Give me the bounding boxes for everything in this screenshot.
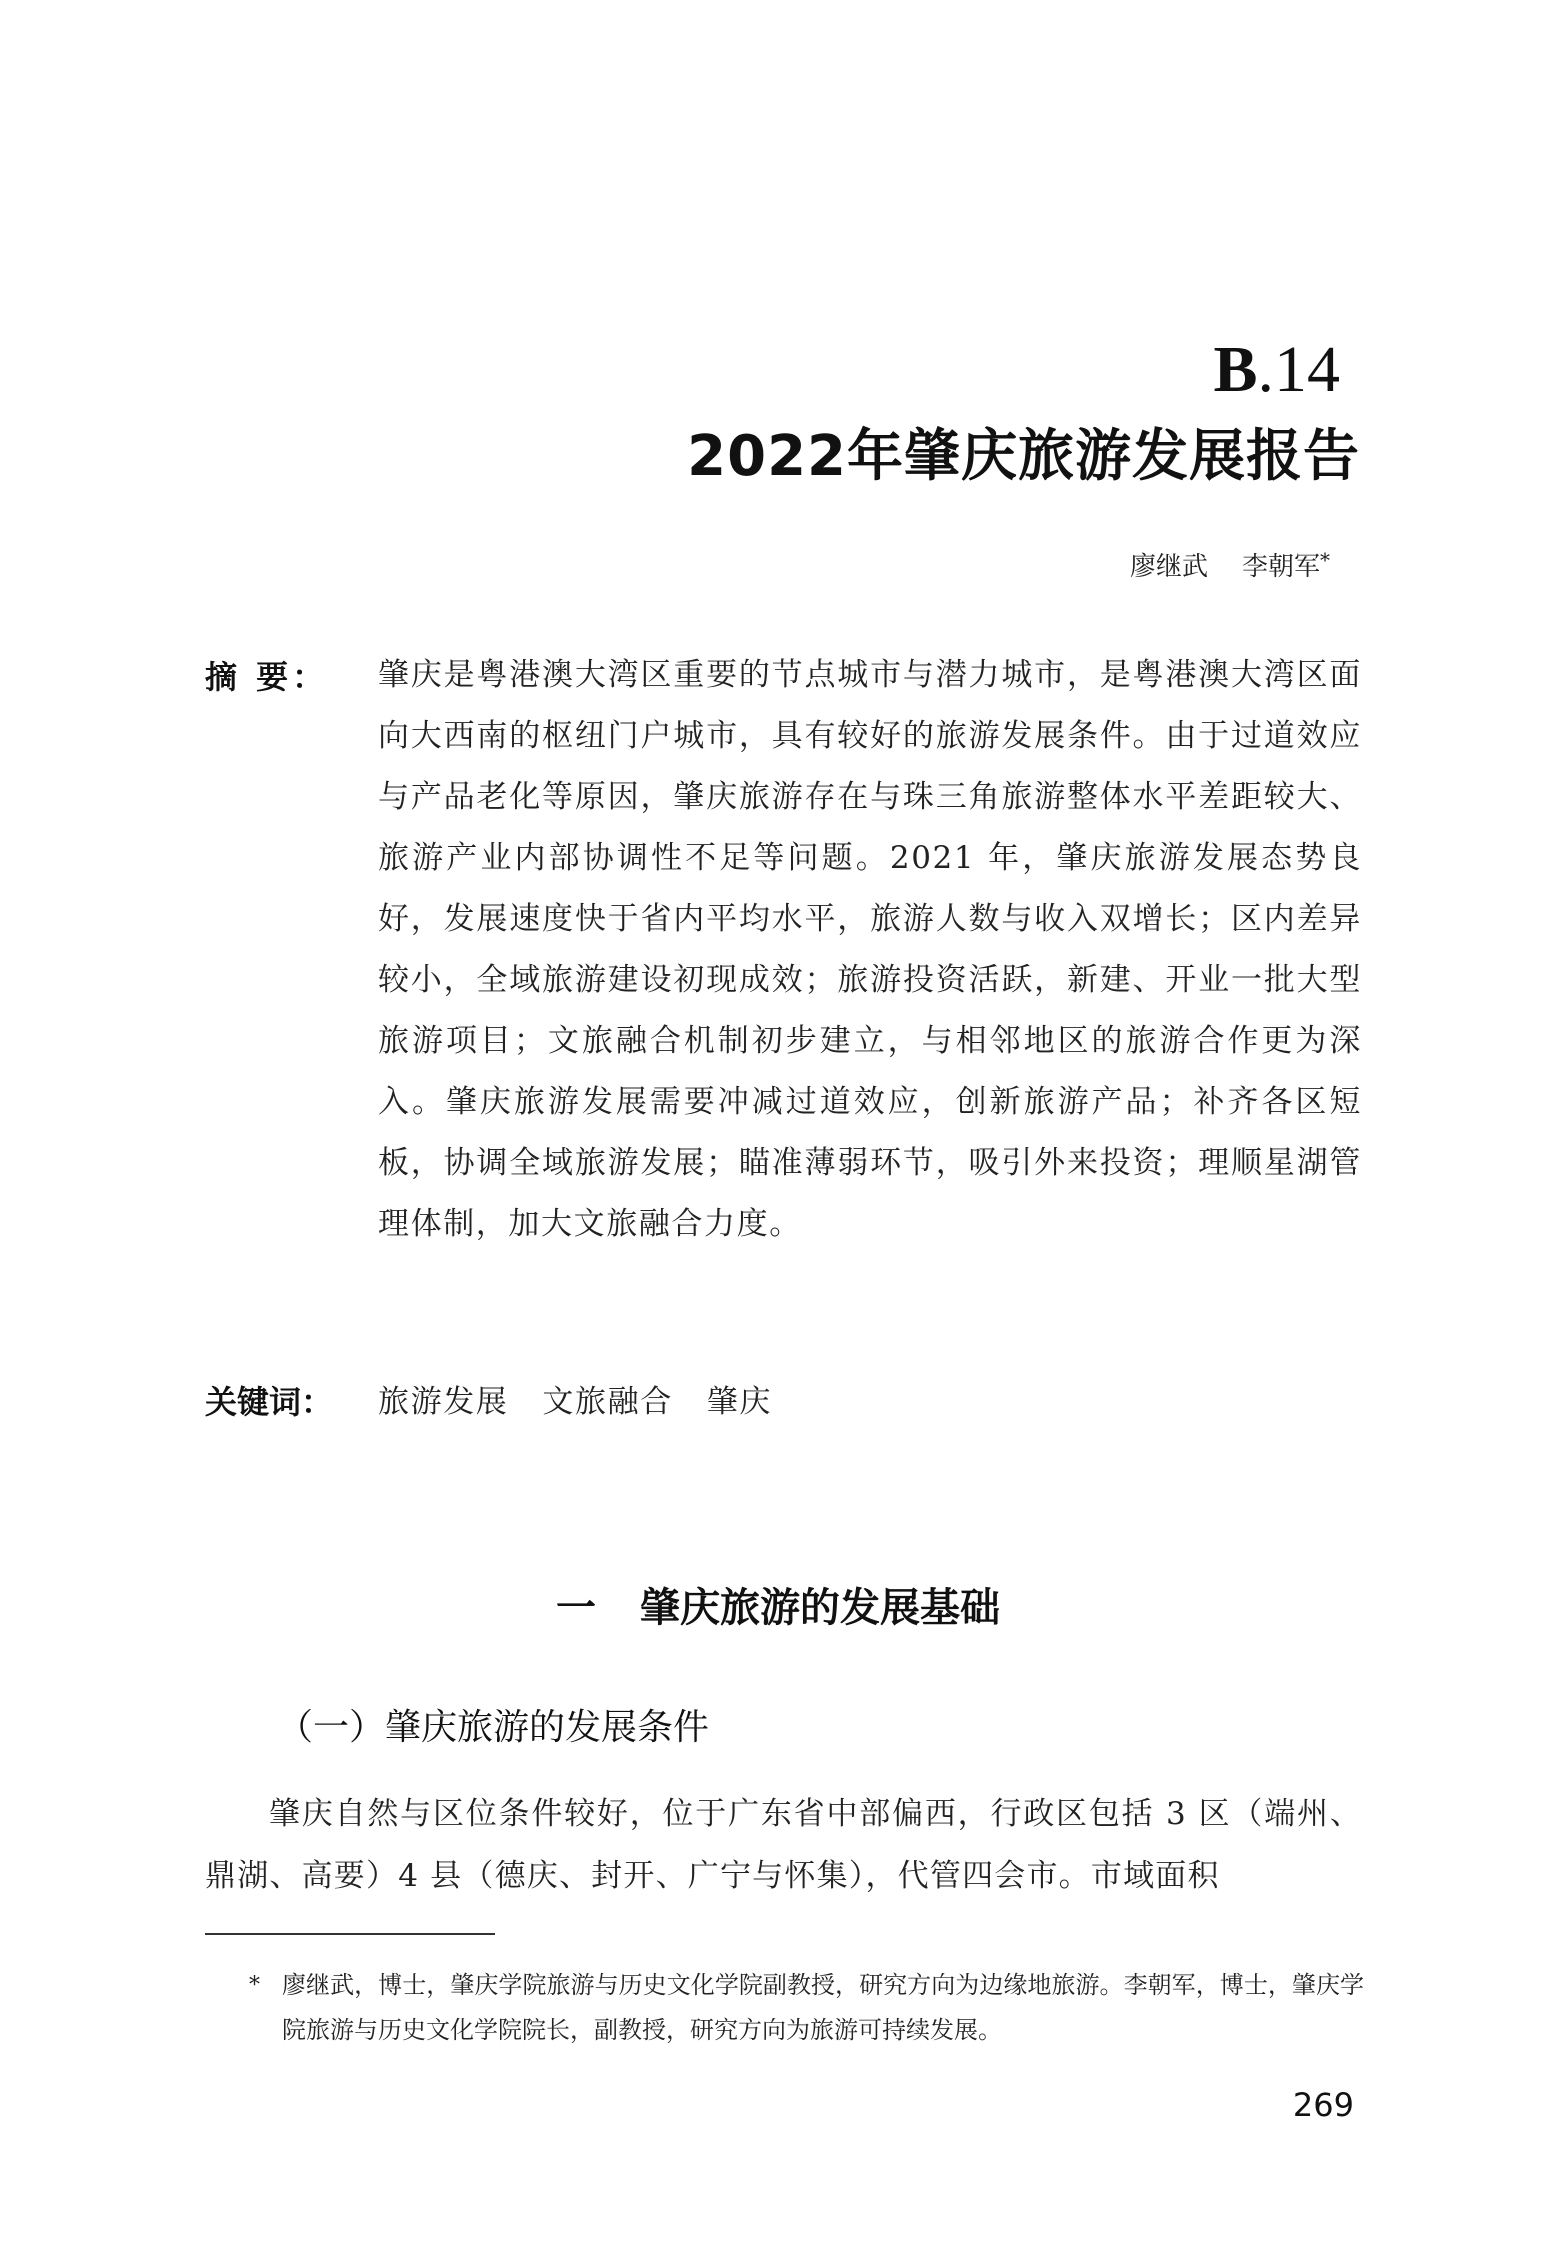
abstract-text: 肇庆是粤港澳大湾区重要的节点城市与潜力城市，是粤港澳大湾区面向大西南的枢纽门户城市，具有较好的旅游发展条件。由于过道效应与产品老化等原因，肇庆旅游存在与珠三角旅游整体水平差距较大、旅游产业内部协调性不足等问题。2021 年，肇庆旅游发展态势良好，发展速度快于省内平均水平，旅游人数与收入双增长；区内差异较小，全域旅游建设初现成效；旅游投资活跃，新建、开业一批大型旅游项目；文旅融合机制初步建立，与相邻地区的旅游合作更为深入。肇庆旅游发展需要冲减过道效应，创新旅游产品；补齐各区短板，协调全域旅游发展；瞄准薄弱环节，吸引外来投资；理顺星湖管理体制，加大文旅融合力度。	[378, 657, 1362, 1242]
author-name: 李朝军	[1241, 552, 1320, 582]
page-number: 269	[1292, 2086, 1354, 2124]
report-title: 2022年肇庆旅游发展报告	[687, 424, 1360, 489]
section-number: 一	[556, 1585, 596, 1631]
body-paragraph: 肇庆自然与区位条件较好，位于广东省中部偏西，行政区包括 3 区（端州、鼎湖、高要）4 县（德庆、封开、广宁与怀集），代管四会市。市域面积	[205, 1796, 1362, 1894]
footnote-reference[interactable]: *	[1320, 548, 1330, 572]
section-heading	[0, 1580, 1556, 1636]
keywords-label: 关键词：	[205, 1383, 334, 1421]
author-name: 廖继武	[1129, 552, 1208, 582]
keyword-item: 肇庆	[706, 1384, 773, 1420]
author-line	[1130, 540, 1330, 587]
chapter-letter: B	[1213, 333, 1258, 406]
subsection-heading: （一）肇庆旅游的发展条件	[277, 1707, 710, 1748]
keywords-list	[378, 1378, 806, 1426]
section-title: 肇庆旅游的发展基础	[640, 1585, 1000, 1631]
footnote	[249, 1963, 1364, 2053]
keyword-item: 文旅融合	[542, 1384, 673, 1420]
abstract-label: 摘 要：	[205, 658, 329, 696]
footnote-divider	[205, 1933, 495, 1935]
footnote-mark: *	[249, 1973, 260, 1998]
keyword-item: 旅游发展	[378, 1384, 509, 1420]
chapter-digits: .14	[1257, 333, 1340, 406]
footnote-text: 廖继武，博士，肇庆学院旅游与历史文化学院副教授，研究方向为边缘地旅游。李朝军，博士，肇庆学院旅游与历史文化学院院长，副教授，研究方向为旅游可持续发展。	[282, 1971, 1364, 2044]
chapter-number	[1213, 335, 1340, 405]
